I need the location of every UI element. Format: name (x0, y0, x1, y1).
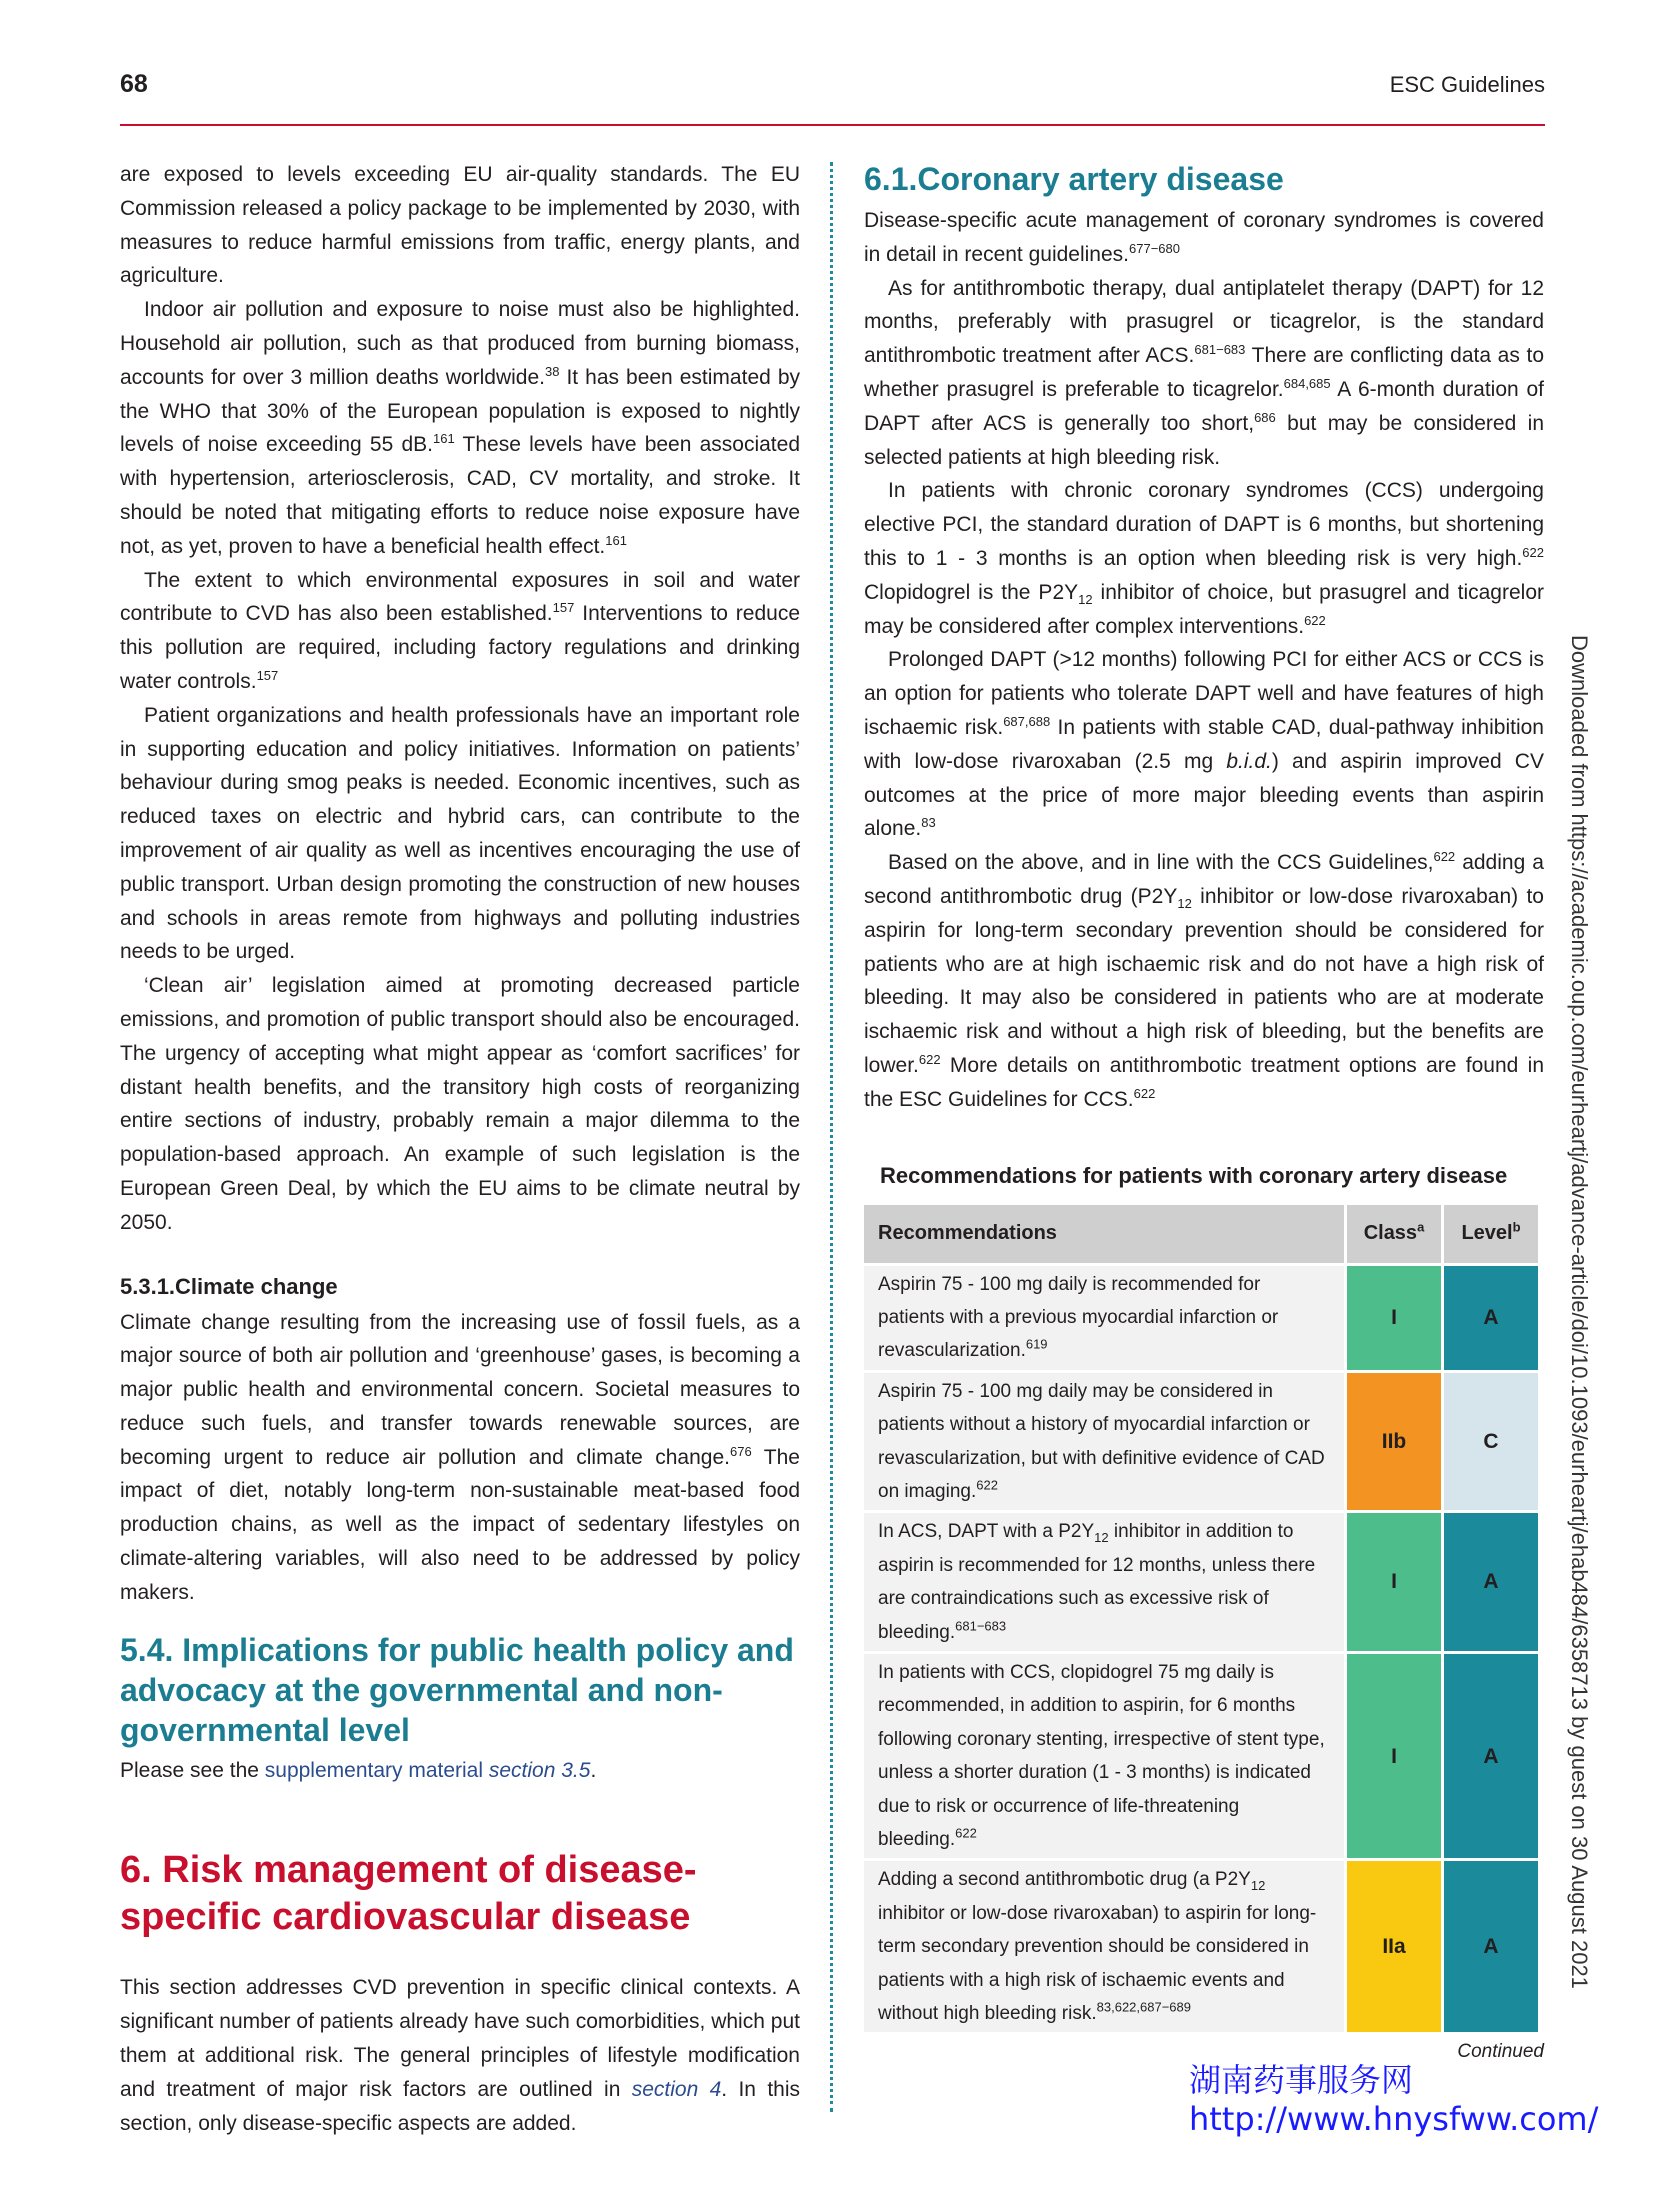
recommendations-table (861, 1202, 1541, 2036)
recommendation-text: In patients with CCS, clopidogrel 75 mg daily is recommended, in addition to aspirin, for 6 months following coronary stenting, irrespective of stent type, unless a shorter duration (1 - 3 months) is indicated due to risk or occurrence of life-threatening bleeding.$^{622}$ (864, 1654, 1344, 1858)
download-note: Downloaded from https://academic.oup.com/eurheartj/advance-article/doi/10.1093/eurheartj/ehab484/6358713 by guest on 30 August 2021 (1567, 635, 1592, 1989)
paragraph: are exposed to levels exceeding EU air-quality standards. The EU Commission released a policy package to be implemented by 2030, with measures to reduce harmful emissions from traffic, energy plants, and agriculture. (120, 163, 800, 288)
level-badge: A (1444, 1654, 1538, 1858)
paragraph: Based on the above, and in line with the CCS Guidelines,$^{622}$ adding a second antithrombotic drug ($P2Y_{12}$ inhibitor or low-dose rivaroxaban) to aspirin for long-term secondary prevention should be considered for patients who are at high ischaemic risk and do not have a high risk of bleeding. It may also be considered in patients who are at moderate ischaemic risk and without a high risk of bleeding, but the benefits are lower.$^{622}$ More details on antithrombotic treatment options are found in the ESC Guidelines for CCS.$^{622}$ (864, 849, 1544, 1111)
table-row (864, 1373, 1538, 1511)
recommendations-table-title: Recommendations for patients with coronary artery disease (880, 1162, 1508, 1188)
citation: 686 (1254, 409, 1276, 425)
section-link[interactable]: section 3.5 (488, 1758, 591, 1782)
paragraph: Patient organizations and health professionals have an important role in supporting education and policy initiatives. Information on patients’ behaviour during smog peaks is needed. Economic incentives, such as reduced taxes on electric and hybrid cars, can contribute to the improvement of air quality as well as incentives encouraging the use of public transport. Urban design promoting the construction of new houses and schools in areas remote from highways and polluting industries needs to be urged. (120, 703, 800, 964)
citation: 677−680 (1129, 240, 1180, 256)
watermark-url[interactable]: http://www.hnysfww.com/ (1189, 2100, 1599, 2138)
paragraph: Prolonged DAPT (>12 months) following PCI for either ACS or CCS is an option for patients who tolerate DAPT well and have features of high ischaemic risk.$^{687,688}$ In patients with stable CAD, dual-pathway inhibition with low-dose rivaroxaban (2.5 mg b.i.d.) and aspirin improved CV outcomes at the price of more major bleeding events than aspirin alone.$^{83}$ (864, 648, 1544, 841)
class-badge: IIb (1347, 1373, 1441, 1511)
watermark-text: 湖南药事服务网 (1189, 2061, 1414, 2099)
paragraph: Disease-specific acute management of coronary syndromes is covered in detail in recent guidelines.$^{677-680}$ (864, 209, 1544, 266)
column-divider (830, 162, 833, 2112)
section-4-link[interactable]: section 4 (631, 2077, 722, 2101)
citation: 681−683 (955, 1618, 1007, 1634)
page-number: 68 (120, 70, 148, 98)
class-badge: IIa (1347, 1861, 1441, 2032)
paragraph: As for antithrombotic therapy, dual antiplatelet therapy (DAPT) for 12 months, preferably with prasugrel or ticagrelor, is the standard antithrombotic treatment after ACS.$^{681-683}$ There are conflicting data as to whether prasugrel is preferable to ticagrelor.$^{684,685}$ A 6-month duration of DAPT after ACS is generally too short,$^{686}$ but may be considered in selected patients at high bleeding risk. (864, 276, 1545, 469)
paragraph: Please see the supplementary material section 3.5. (120, 1758, 597, 1782)
column-header-level: Level$^b$ (1444, 1205, 1538, 1263)
citation: 161 (433, 431, 455, 447)
paragraph: This section addresses CVD prevention in specific clinical contexts. A significant number of patients already have such comorbidities, which put them at additional risk. The general principles of lifestyle modification and treatment of major risk factors are outlined in section 4. In this section, only disease-specific aspects are added. (120, 1976, 800, 2135)
column-header-recommendations: Recommendations (864, 1205, 1344, 1263)
supplementary-material-link[interactable]: supplementary material (264, 1758, 484, 1782)
page-header (120, 64, 1545, 126)
level-badge: A (1444, 1266, 1538, 1370)
citation: 622 (1433, 849, 1456, 865)
citation: 83,622,687−689 (1096, 1999, 1191, 2015)
citation: 681−683 (1194, 342, 1246, 358)
paragraph: In patients with chronic coronary syndromes (CCS) undergoing elective PCI, the standard duration of DAPT is 6 months, but shortening this to 1 - 3 months is an option when bleeding risk is very high.$^{622}$ Clopidogrel is the $P2Y_{12}$ inhibitor of choice, but prasugrel and ticagrelor may be considered after complex interventions.$^{622}$ (864, 479, 1544, 638)
paragraph: Climate change resulting from the increasing use of fossil fuels, as a major source of both air pollution and ‘greenhouse’ gases, is becoming a major public health and environmental concern. Societal measures to reduce such fuels, and transfer towards renewable sources, are becoming urgent to reduce air pollution and climate change.$^{676}$ The impact of diet, notably long-term non-sustainable meat-based food production chains, as well as the impact of sedentary lifestyles on climate-altering variables, will also need to be addressed by policy makers. (120, 1310, 800, 1604)
citation: 38 (544, 363, 560, 379)
citation: 619 (1025, 1337, 1048, 1352)
table-row (864, 1654, 1538, 1858)
table-row (864, 1513, 1538, 1651)
citation: 622 (1304, 612, 1326, 628)
section-heading-6-1: 6.1.Coronary artery disease (864, 161, 1284, 197)
citation: 622 (918, 1051, 941, 1067)
citation: 622 (1133, 1085, 1156, 1101)
left-column (120, 158, 800, 2140)
citation: 622 (1522, 544, 1544, 560)
column-header-class: Class$^a$ (1347, 1205, 1441, 1263)
citation: 161 (605, 532, 627, 548)
recommendation-text: Aspirin 75 - 100 mg daily is recommended for patients with a previous myocardial infarction or revascularization.$^{619}$ (864, 1266, 1344, 1370)
table-header-row (864, 1205, 1538, 1263)
section-heading-6: 6. Risk management of disease-specific cardiovascular disease (120, 1849, 697, 1939)
recommendation-text: Aspirin 75 - 100 mg daily may be considered in patients without a history of myocardial infarction or revascularization, but with definitive evidence of CAD on imaging.$^{622}$ (864, 1373, 1344, 1511)
right-column (864, 158, 1544, 2063)
section-heading-5-3-1: 5.3.1.Climate change (120, 1273, 338, 1299)
level-badge: A (1444, 1861, 1538, 2032)
class-badge: I (1347, 1266, 1441, 1370)
recommendation-text: Adding a second antithrombotic drug (a $P2Y_{12}$ inhibitor or low-dose rivaroxaban) to aspirin for long-term secondary prevention should be considered in patients with a high risk of ischaemic events and without high bleeding risk.$^{83,622,687-689}$ (864, 1861, 1344, 2032)
recommendation-text: In ACS, DAPT with a $P2Y_{12}$ inhibitor in addition to aspirin is recommended for 12 months, unless there are contraindications such as excessive risk of bleeding.$^{681-683}$ (864, 1513, 1344, 1651)
citation: 157 (256, 667, 279, 683)
citation: 622 (976, 1477, 998, 1493)
paragraph: Indoor air pollution and exposure to noise must also be highlighted. Household air pollution, such as that produced from burning biomass, accounts for over 3 million deaths worldwide.$^{38}$ It has been estimated by the WHO that 30% of the European population is exposed to nightly levels of noise exceeding 55 dB.$^{161}$ These levels have been associated with hypertension, arteriosclerosis, CAD, CV mortality, and stroke. It should be noted that mitigating efforts to reduce noise exposure have not, as yet, proven to have a beneficial health effect.$^{161}$ (120, 298, 800, 558)
journal-name: ESC Guidelines (1389, 72, 1545, 97)
citation: 157 (552, 600, 575, 616)
class-badge: I (1347, 1513, 1441, 1651)
citation: 83 (921, 815, 936, 831)
citation: 622 (955, 1825, 977, 1841)
level-badge: C (1444, 1373, 1538, 1511)
section-heading-5-4: 5.4. Implications for public health policy and advocacy at the governmental and non-governmental level (120, 1631, 794, 1748)
paragraph: The extent to which environmental exposures in soil and water contribute to CVD has also been established.$^{157}$ Interventions to reduce this pollution are required, including factory regulations and drinking water controls.$^{157}$ (120, 568, 800, 693)
citation: 684,685 (1283, 375, 1331, 391)
citation: 687,688 (1003, 713, 1051, 729)
level-badge: A (1444, 1513, 1538, 1651)
continued-note: Continued (1457, 2041, 1544, 2063)
class-badge: I (1347, 1654, 1441, 1858)
paragraph: ‘Clean air’ legislation aimed at promoting decreased particle emissions, and promotion of public transport should also be encouraged. The urgency of accepting what might appear as ‘comfort sacrifices’ for distant health benefits, and the transitory high costs of reorganizing entire sections of industry, probably remain a major dilemma to the population-based approach. An example of such legislation is the European Green Deal, by which the EU aims to be climate neutral by 2050. (120, 974, 800, 1234)
citation: 676 (730, 1443, 752, 1459)
table-row (864, 1266, 1538, 1370)
table-row (864, 1861, 1538, 2032)
